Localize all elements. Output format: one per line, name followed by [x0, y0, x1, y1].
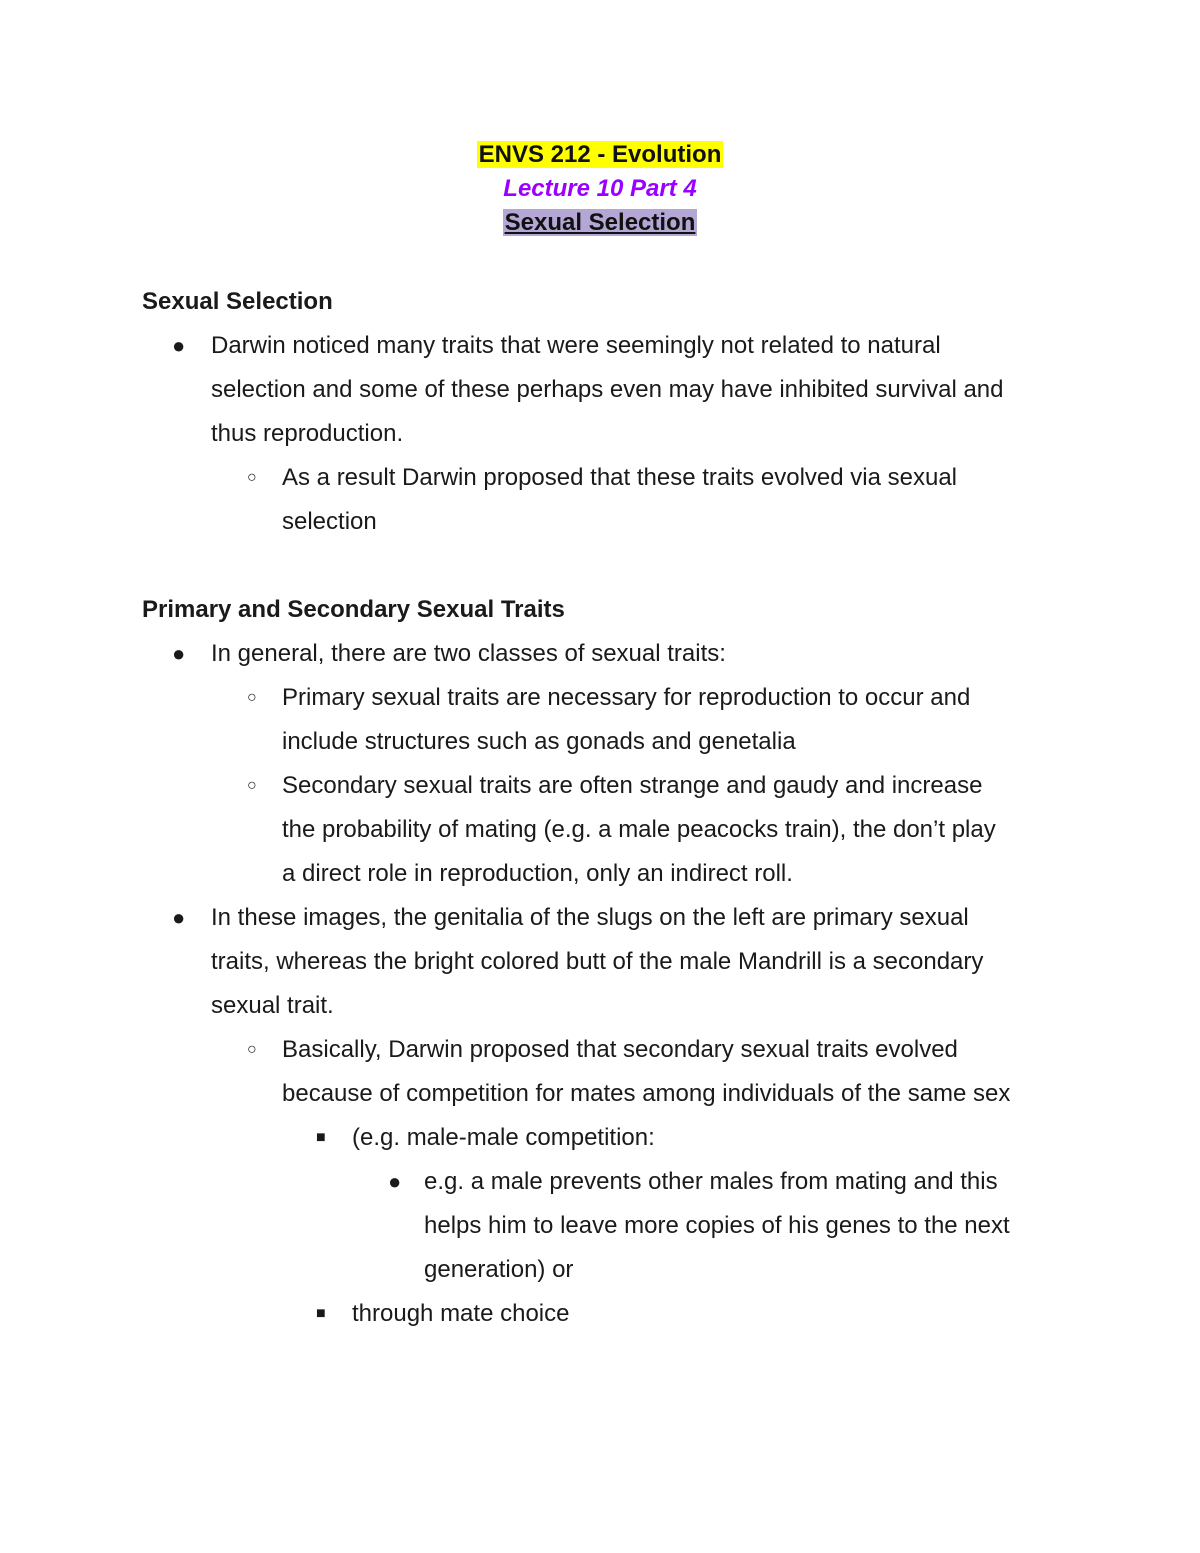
list-item-text: thus reproduction. — [211, 420, 404, 447]
list-item-text: Primary sexual traits are necessary for reproduction to occur and — [282, 684, 971, 711]
disc-bullet-icon: ● — [172, 641, 186, 666]
square-bullet-icon: ■ — [316, 1305, 326, 1322]
list-item-text: because of competition for mates among individuals of the same sex — [282, 1080, 1011, 1107]
list-item-text: selection and some of these perhaps even may have inhibited survival and — [211, 376, 1004, 403]
section-heading-sexual-selection: Sexual Selection — [142, 288, 333, 315]
list-item-text: sexual trait. — [211, 992, 334, 1019]
list-item-text: through mate choice — [352, 1300, 570, 1327]
course-title: ENVS 212 - Evolution — [478, 141, 722, 168]
list-item-text: selection — [282, 508, 377, 535]
list-item-text: helps him to leave more copies of his genes to the next — [424, 1212, 1010, 1239]
section-heading-primary-secondary: Primary and Secondary Sexual Traits — [142, 596, 565, 623]
topic-title: Sexual Selection — [504, 209, 696, 236]
list-item-text: Secondary sexual traits are often strange and gaudy and increase — [282, 772, 983, 799]
list-item-text: In these images, the genitalia of the slugs on the left are primary sexual — [211, 904, 969, 931]
document-title-block — [0, 138, 1200, 240]
circle-bullet-icon: ○ — [247, 689, 257, 706]
list-item-text: e.g. a male prevents other males from mating and this — [424, 1168, 998, 1195]
list-item-text: Basically, Darwin proposed that secondary sexual traits evolved — [282, 1036, 958, 1063]
disc-bullet-icon: ● — [388, 1169, 402, 1194]
list-item-text: Darwin noticed many traits that were seemingly not related to natural — [211, 332, 941, 359]
disc-bullet-icon: ● — [172, 905, 186, 930]
list-item-text: In general, there are two classes of sexual traits: — [211, 640, 726, 667]
list-item-text: generation) or — [424, 1256, 574, 1283]
list-item-text: (e.g. male-male competition: — [352, 1124, 655, 1151]
list-item-text: traits, whereas the bright colored butt of the male Mandrill is a secondary — [211, 948, 984, 975]
disc-bullet-icon: ● — [172, 333, 186, 358]
lecture-subtitle: Lecture 10 Part 4 — [503, 175, 697, 202]
list-item-text: As a result Darwin proposed that these traits evolved via sexual — [282, 464, 958, 491]
list-item-text: include structures such as gonads and genetalia — [282, 728, 796, 755]
square-bullet-icon: ■ — [316, 1129, 326, 1146]
circle-bullet-icon: ○ — [247, 469, 257, 486]
circle-bullet-icon: ○ — [247, 1041, 257, 1058]
list-item-text: the probability of mating (e.g. a male peacocks train), the don’t play — [282, 816, 996, 843]
circle-bullet-icon: ○ — [247, 777, 257, 794]
list-item-text: a direct role in reproduction, only an indirect roll. — [282, 860, 793, 887]
